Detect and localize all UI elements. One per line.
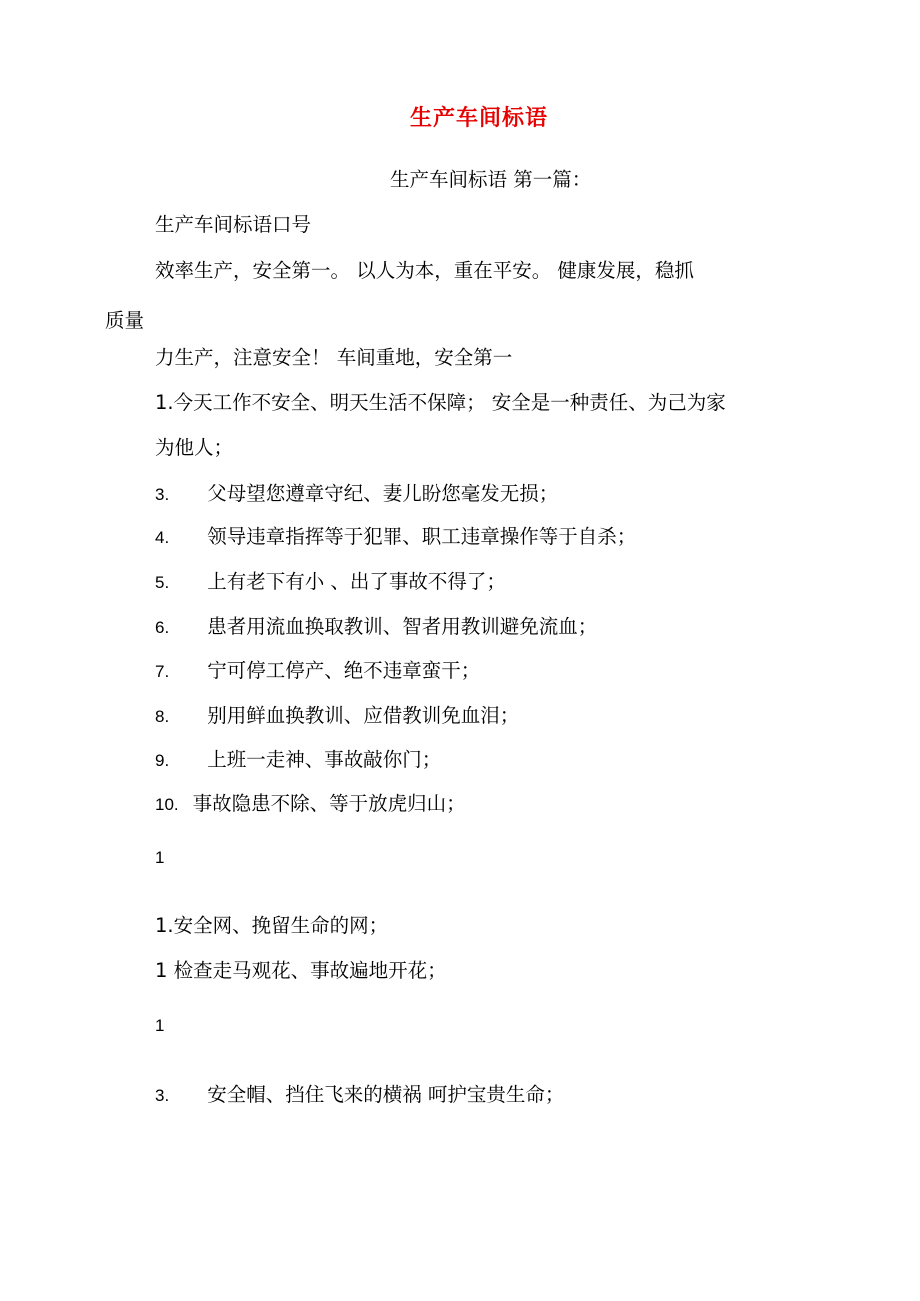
list-item (155, 746, 441, 775)
list-item-number: 7. (155, 662, 170, 681)
list-item-text: 上有老下有小 、出了事故不得了； (207, 570, 506, 593)
paragraph-1-line-1: 效率生产，安全第一。 以人为本，重在平安。 健康发展，稳抓 (155, 259, 694, 282)
list-item-text: 患者用流血换取教训、智者用教训避免流血； (207, 615, 598, 638)
list-item-text: 事故隐患不除、等于放虎归山； (192, 792, 466, 815)
list-item-number: 4. (155, 528, 170, 547)
list-item (155, 657, 480, 686)
document-title: 生产车间标语 (409, 106, 548, 131)
paragraph-1-line-2: 质量 (105, 309, 145, 332)
list-item (155, 702, 519, 731)
section-2-item-2: 1 检查走马观花、事故遍地开花； (155, 959, 447, 982)
section-heading: 生产车间标语口号 (155, 213, 312, 236)
list-item-text: 领导违章指挥等于犯罪、职工违章操作等于自杀； (207, 525, 637, 548)
list-item (155, 1081, 564, 1110)
page-number: 1 (155, 848, 165, 867)
list-item (155, 790, 466, 819)
list-item-text: 宁可停工停产、绝不违章蛮干； (207, 659, 481, 682)
section-2-item-1: 1.安全网、挽留生命的网； (155, 914, 389, 937)
list-item (155, 613, 597, 642)
list-item-number: 8. (155, 707, 170, 726)
list-item-number: 10. (155, 795, 179, 814)
list-item-number: 9. (155, 751, 170, 770)
list-item-number: 6. (155, 618, 170, 637)
list-item (155, 523, 636, 552)
paragraph-2: 力生产，注意安全！ 车间重地，安全第一 (155, 346, 513, 369)
list-item-number: 5. (155, 573, 170, 592)
document-subtitle: 生产车间标语 第一篇： (390, 168, 592, 191)
list-item (155, 568, 506, 597)
list-item-text: 父母望您遵章守纪、妻儿盼您毫发无损； (207, 482, 559, 505)
list-item (155, 480, 558, 509)
list-item-number: 3. (155, 1086, 170, 1105)
list-item-text: 上班一走神、事故敲你门； (207, 748, 442, 771)
list-item-text: 别用鲜血换教训、应借教训免血泪； (207, 704, 520, 727)
list-item-1-line-2: 为他人； (155, 436, 234, 459)
list-item-1-line-1: 1.今天工作不安全、明天生活不保障； 安全是一种责任、为己为家 (155, 391, 726, 414)
list-item-text: 安全帽、挡住飞来的横祸 呵护宝贵生命； (207, 1083, 565, 1106)
page-number: 1 (155, 1016, 165, 1035)
list-item-number: 3. (155, 485, 170, 504)
